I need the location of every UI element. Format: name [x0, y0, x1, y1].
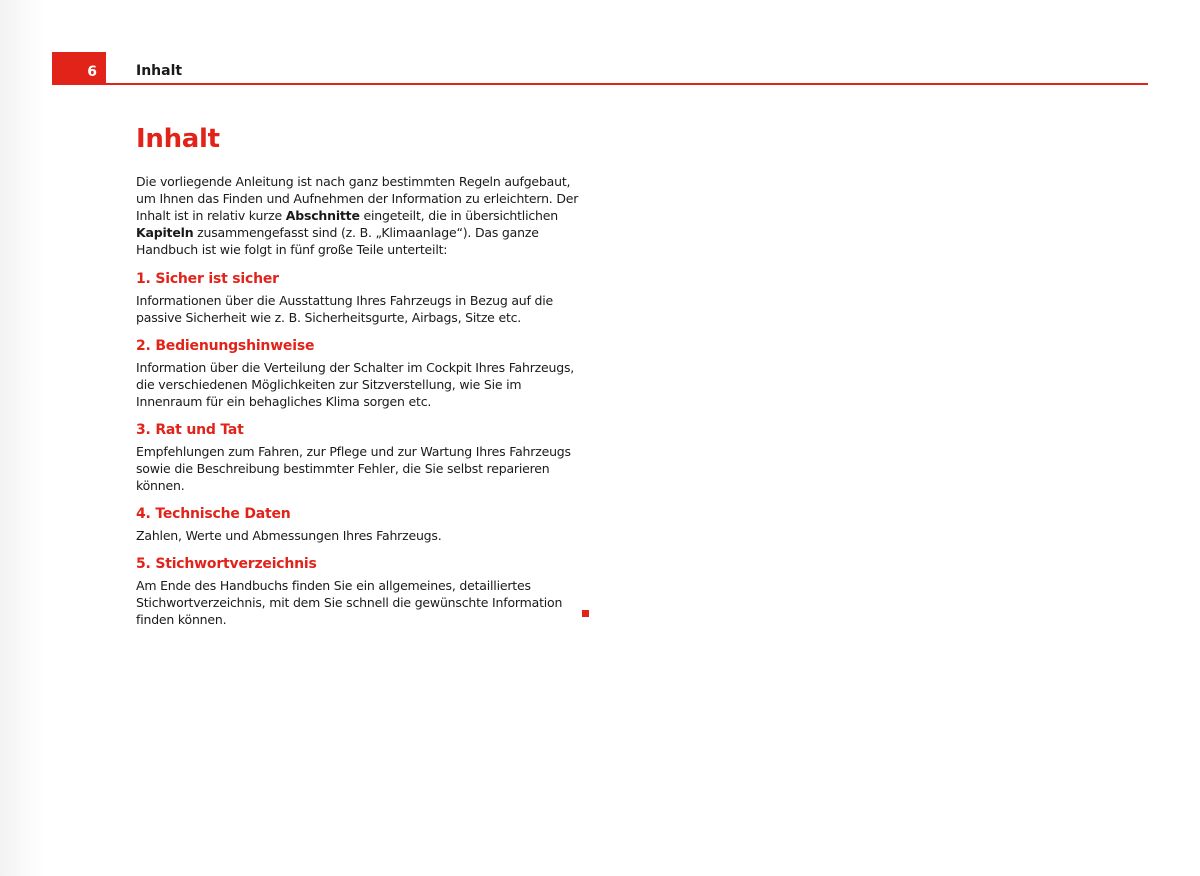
section-stichwortverzeichnis — [136, 555, 586, 628]
section-heading: 2. Bedienungshinweise — [136, 338, 315, 354]
intro-text-2: eingeteilt, die in übersichtlichen — [359, 208, 558, 223]
intro-bold-abschnitte: Abschnitte — [285, 208, 360, 223]
section-body: Informationen über die Ausstattung Ihres Fahrzeugs in Bezug auf die passive Sicherheit wie z. B. Sicherheitsgurte, Airbags, Sitze etc. — [136, 293, 553, 325]
section-rat-und-tat — [136, 421, 586, 494]
page-number: 6 — [87, 64, 97, 80]
page-gutter-shade — [0, 0, 46, 876]
section-body: Empfehlungen zum Fahren, zur Pflege und zur Wartung Ihres Fahrzeugs sowie die Beschreibung bestimmter Fehler, die Sie selbst reparieren können. — [136, 444, 571, 493]
running-header-title: Inhalt — [136, 63, 183, 79]
intro-text-3: zusammengefasst sind (z. B. „Klimaanlage“). Das ganze Handbuch ist wie folgt in fünf große Teile unterteilt: — [136, 225, 539, 257]
section-heading: 1. Sicher ist sicher — [136, 271, 279, 287]
section-body: Zahlen, Werte und Abmessungen Ihres Fahrzeugs. — [136, 528, 442, 543]
header-rule — [106, 83, 1148, 85]
page-title: Inhalt — [136, 124, 220, 154]
intro-paragraph — [136, 173, 586, 258]
section-bedienungshinweise — [136, 337, 586, 410]
page-number-tab — [52, 52, 106, 85]
intro-bold-kapiteln: Kapiteln — [136, 225, 194, 240]
section-heading: 3. Rat und Tat — [136, 422, 244, 438]
section-sicher-ist-sicher — [136, 270, 586, 326]
section-technische-daten — [136, 505, 586, 544]
section-heading: 5. Stichwortverzeichnis — [136, 556, 317, 572]
section-heading: 4. Technische Daten — [136, 506, 291, 522]
main-content — [136, 122, 586, 628]
section-body: Am Ende des Handbuchs finden Sie ein allgemeines, detailliertes Stichwortverzeichnis, mit dem Sie schnell die gewünschte Information finden können. — [136, 578, 563, 627]
intro-text-1: Die vorliegende Anleitung ist nach ganz bestimmten Regeln aufgebaut, um Ihnen das Finden und Aufnehmen der Information zu erleichtern. Der Inhalt ist in relativ kurze — [136, 174, 579, 223]
end-of-chapter-marker — [582, 610, 589, 617]
section-body: Information über die Verteilung der Schalter im Cockpit Ihres Fahrzeugs, die verschiedenen Möglichkeiten zur Sitzverstellung, wie Sie im Innenraum für ein behagliches Klima sorgen etc. — [136, 360, 575, 409]
